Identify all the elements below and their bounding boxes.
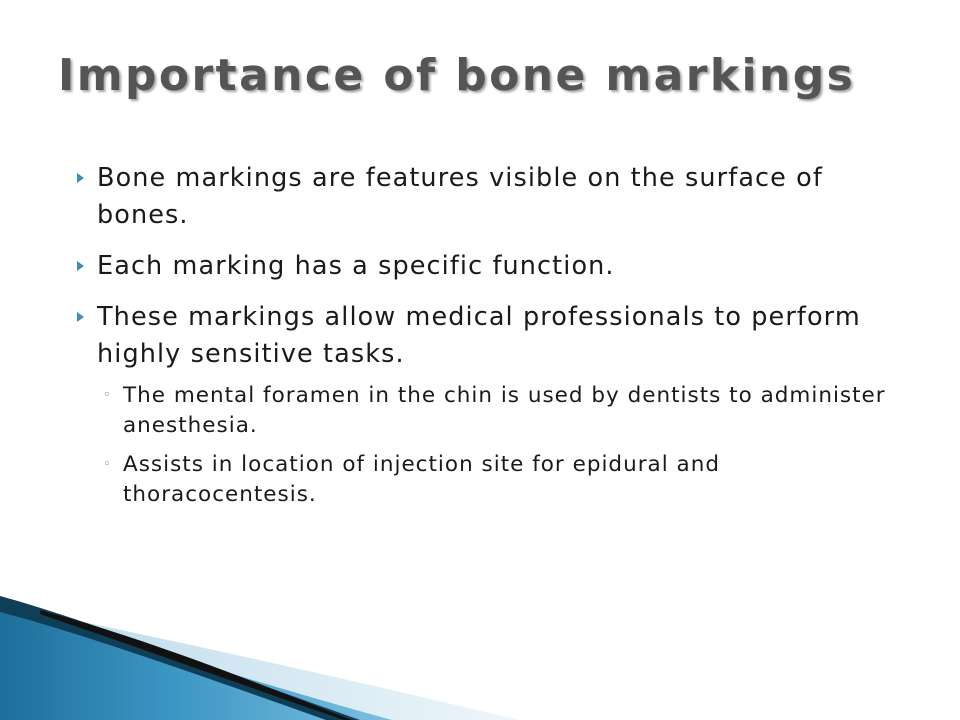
open-circle-icon: ◦ xyxy=(103,457,112,472)
bullet-item xyxy=(73,160,913,234)
bullet-item xyxy=(73,248,913,285)
sub-bullet-list xyxy=(73,381,913,510)
bullet-text: Bone markings are features visible on the surface of bones. xyxy=(97,163,823,230)
sub-bullet-text: The mental foramen in the chin is used by dentists to administer anesthesia. xyxy=(123,383,886,438)
sub-bullet-item xyxy=(73,381,913,441)
sub-bullet-text: Assists in location of injection site for epidural and thoracocentesis. xyxy=(123,452,720,507)
bullet-item xyxy=(73,299,913,510)
triangle-arrow-icon xyxy=(77,312,84,322)
open-circle-icon: ◦ xyxy=(103,388,112,403)
sub-bullet-item xyxy=(73,450,913,510)
bullet-text: These markings allow medical professionals to perform highly sensitive tasks. xyxy=(97,302,861,369)
triangle-arrow-icon xyxy=(77,261,84,271)
bullet-list xyxy=(73,160,913,524)
slide-title: Importance of bone markings xyxy=(58,50,856,101)
bullet-text: Each marking has a specific function. xyxy=(97,251,615,281)
triangle-arrow-icon xyxy=(77,173,84,183)
